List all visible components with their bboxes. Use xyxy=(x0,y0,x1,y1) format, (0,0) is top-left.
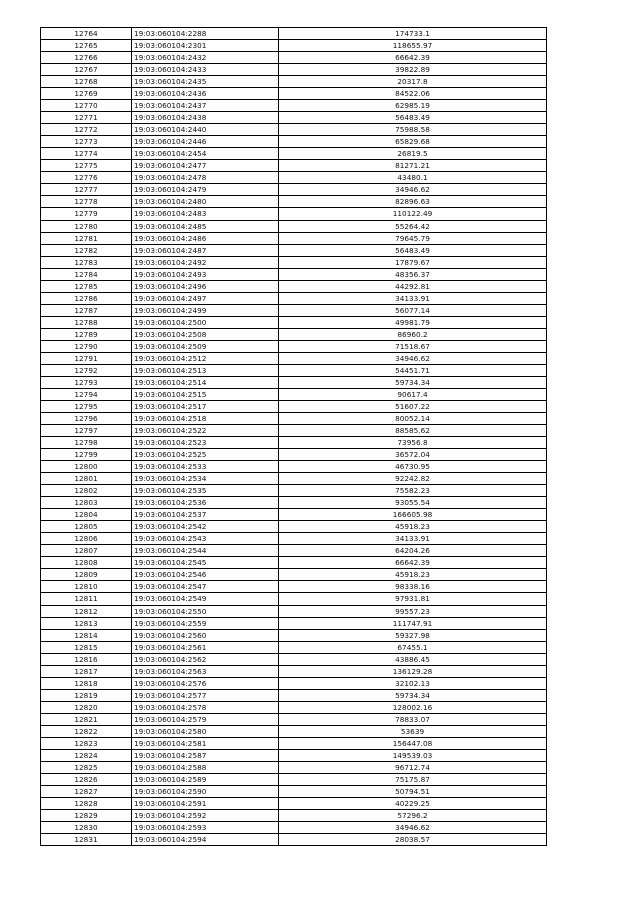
amount-cell: 45918.23 xyxy=(279,569,547,581)
cadastral-number-cell: 19:03:060104:2480 xyxy=(132,196,279,208)
row-number-cell: 12822 xyxy=(41,725,132,737)
amount-cell: 17879.67 xyxy=(279,256,547,268)
row-number-cell: 12768 xyxy=(41,76,132,88)
cadastral-number-cell: 19:03:060104:2487 xyxy=(132,244,279,256)
amount-cell: 128002.16 xyxy=(279,701,547,713)
cadastral-number-cell: 19:03:060104:2536 xyxy=(132,497,279,509)
cadastral-number-cell: 19:03:060104:2437 xyxy=(132,100,279,112)
amount-cell: 20317.8 xyxy=(279,76,547,88)
table-row xyxy=(41,545,547,557)
row-number-cell: 12825 xyxy=(41,761,132,773)
amount-cell: 34133.91 xyxy=(279,533,547,545)
table-row xyxy=(41,557,547,569)
cadastral-number-cell: 19:03:060104:2301 xyxy=(132,40,279,52)
cadastral-number-cell: 19:03:060104:2523 xyxy=(132,437,279,449)
amount-cell: 111747.91 xyxy=(279,617,547,629)
table-row xyxy=(41,677,547,689)
amount-cell: 56077.14 xyxy=(279,304,547,316)
row-number-cell: 12784 xyxy=(41,268,132,280)
row-number-cell: 12826 xyxy=(41,773,132,785)
amount-cell: 75988.58 xyxy=(279,124,547,136)
table-row xyxy=(41,256,547,268)
table-row xyxy=(41,533,547,545)
row-number-cell: 12783 xyxy=(41,256,132,268)
table-row xyxy=(41,653,547,665)
amount-cell: 80052.14 xyxy=(279,413,547,425)
cadastral-number-cell: 19:03:060104:2580 xyxy=(132,725,279,737)
table-row xyxy=(41,761,547,773)
row-number-cell: 12820 xyxy=(41,701,132,713)
row-number-cell: 12781 xyxy=(41,232,132,244)
cadastral-number-cell: 19:03:060104:2508 xyxy=(132,328,279,340)
cadastral-number-cell: 19:03:060104:2587 xyxy=(132,749,279,761)
row-number-cell: 12823 xyxy=(41,737,132,749)
amount-cell: 98338.16 xyxy=(279,581,547,593)
row-number-cell: 12777 xyxy=(41,184,132,196)
cadastral-number-cell: 19:03:060104:2436 xyxy=(132,88,279,100)
row-number-cell: 12789 xyxy=(41,328,132,340)
cadastral-number-cell: 19:03:060104:2544 xyxy=(132,545,279,557)
cadastral-number-cell: 19:03:060104:2499 xyxy=(132,304,279,316)
row-number-cell: 12811 xyxy=(41,593,132,605)
table-row xyxy=(41,376,547,388)
row-number-cell: 12770 xyxy=(41,100,132,112)
row-number-cell: 12772 xyxy=(41,124,132,136)
table-row xyxy=(41,641,547,653)
row-number-cell: 12800 xyxy=(41,461,132,473)
cadastral-number-cell: 19:03:060104:2522 xyxy=(132,425,279,437)
cadastral-number-cell: 19:03:060104:2550 xyxy=(132,605,279,617)
row-number-cell: 12801 xyxy=(41,473,132,485)
cadastral-number-cell: 19:03:060104:2546 xyxy=(132,569,279,581)
amount-cell: 55264.42 xyxy=(279,220,547,232)
amount-cell: 110122.49 xyxy=(279,208,547,220)
cadastral-number-cell: 19:03:060104:2547 xyxy=(132,581,279,593)
cadastral-number-cell: 19:03:060104:2433 xyxy=(132,64,279,76)
table-row xyxy=(41,413,547,425)
row-number-cell: 12824 xyxy=(41,749,132,761)
table-row xyxy=(41,425,547,437)
amount-cell: 86960.2 xyxy=(279,328,547,340)
table-row xyxy=(41,184,547,196)
amount-cell: 51607.22 xyxy=(279,400,547,412)
table-row xyxy=(41,617,547,629)
table-row xyxy=(41,810,547,822)
cadastral-number-cell: 19:03:060104:2486 xyxy=(132,232,279,244)
row-number-cell: 12797 xyxy=(41,425,132,437)
cadastral-number-cell: 19:03:060104:2478 xyxy=(132,172,279,184)
cadastral-number-cell: 19:03:060104:2590 xyxy=(132,785,279,797)
amount-cell: 49981.79 xyxy=(279,316,547,328)
table-row xyxy=(41,521,547,533)
row-number-cell: 12814 xyxy=(41,629,132,641)
amount-cell: 174733.1 xyxy=(279,28,547,40)
table-row xyxy=(41,749,547,761)
cadastral-number-cell: 19:03:060104:2562 xyxy=(132,653,279,665)
cadastral-number-cell: 19:03:060104:2497 xyxy=(132,292,279,304)
table-row xyxy=(41,220,547,232)
row-number-cell: 12821 xyxy=(41,713,132,725)
amount-cell: 59734.34 xyxy=(279,376,547,388)
table-row xyxy=(41,689,547,701)
table-row xyxy=(41,40,547,52)
table-row xyxy=(41,701,547,713)
amount-cell: 75582.23 xyxy=(279,485,547,497)
cadastral-number-cell: 19:03:060104:2514 xyxy=(132,376,279,388)
table-row xyxy=(41,244,547,256)
amount-cell: 32102.13 xyxy=(279,677,547,689)
cadastral-number-cell: 19:03:060104:2500 xyxy=(132,316,279,328)
row-number-cell: 12764 xyxy=(41,28,132,40)
row-number-cell: 12808 xyxy=(41,557,132,569)
row-number-cell: 12790 xyxy=(41,340,132,352)
amount-cell: 90617.4 xyxy=(279,388,547,400)
table-row xyxy=(41,136,547,148)
amount-cell: 40229.25 xyxy=(279,798,547,810)
table-row xyxy=(41,160,547,172)
row-number-cell: 12807 xyxy=(41,545,132,557)
cadastral-number-cell: 19:03:060104:2535 xyxy=(132,485,279,497)
amount-cell: 48356.37 xyxy=(279,268,547,280)
cadastral-number-cell: 19:03:060104:2563 xyxy=(132,665,279,677)
row-number-cell: 12791 xyxy=(41,352,132,364)
amount-cell: 53639 xyxy=(279,725,547,737)
cadastral-number-cell: 19:03:060104:2545 xyxy=(132,557,279,569)
amount-cell: 78833.07 xyxy=(279,713,547,725)
amount-cell: 65829.68 xyxy=(279,136,547,148)
row-number-cell: 12818 xyxy=(41,677,132,689)
cadastral-number-cell: 19:03:060104:2543 xyxy=(132,533,279,545)
cadastral-number-cell: 19:03:060104:2513 xyxy=(132,364,279,376)
amount-cell: 99557.23 xyxy=(279,605,547,617)
amount-cell: 81271.21 xyxy=(279,160,547,172)
table-row xyxy=(41,172,547,184)
row-number-cell: 12766 xyxy=(41,52,132,64)
cadastral-number-cell: 19:03:060104:2518 xyxy=(132,413,279,425)
table-row xyxy=(41,665,547,677)
cadastral-number-cell: 19:03:060104:2485 xyxy=(132,220,279,232)
amount-cell: 66642.39 xyxy=(279,557,547,569)
table-row xyxy=(41,64,547,76)
row-number-cell: 12828 xyxy=(41,798,132,810)
row-number-cell: 12765 xyxy=(41,40,132,52)
cadastral-number-cell: 19:03:060104:2479 xyxy=(132,184,279,196)
row-number-cell: 12815 xyxy=(41,641,132,653)
row-number-cell: 12802 xyxy=(41,485,132,497)
cadastral-number-cell: 19:03:060104:2512 xyxy=(132,352,279,364)
row-number-cell: 12794 xyxy=(41,388,132,400)
amount-cell: 34946.62 xyxy=(279,184,547,196)
amount-cell: 39822.89 xyxy=(279,64,547,76)
table-row xyxy=(41,725,547,737)
table-row xyxy=(41,268,547,280)
row-number-cell: 12776 xyxy=(41,172,132,184)
cadastral-number-cell: 19:03:060104:2483 xyxy=(132,208,279,220)
table-row xyxy=(41,52,547,64)
table-row xyxy=(41,400,547,412)
cadastral-number-cell: 19:03:060104:2533 xyxy=(132,461,279,473)
amount-cell: 57296.2 xyxy=(279,810,547,822)
table-row xyxy=(41,437,547,449)
row-number-cell: 12787 xyxy=(41,304,132,316)
cadastral-number-cell: 19:03:060104:2440 xyxy=(132,124,279,136)
table-row xyxy=(41,834,547,846)
table-row xyxy=(41,28,547,40)
table-row xyxy=(41,232,547,244)
row-number-cell: 12782 xyxy=(41,244,132,256)
cadastral-number-cell: 19:03:060104:2561 xyxy=(132,641,279,653)
row-number-cell: 12805 xyxy=(41,521,132,533)
table-row xyxy=(41,364,547,376)
row-number-cell: 12778 xyxy=(41,196,132,208)
amount-cell: 50794.51 xyxy=(279,785,547,797)
cadastral-number-cell: 19:03:060104:2593 xyxy=(132,822,279,834)
row-number-cell: 12773 xyxy=(41,136,132,148)
row-number-cell: 12803 xyxy=(41,497,132,509)
cadastral-number-cell: 19:03:060104:2493 xyxy=(132,268,279,280)
cadastral-number-cell: 19:03:060104:2559 xyxy=(132,617,279,629)
amount-cell: 59734.34 xyxy=(279,689,547,701)
amount-cell: 54451.71 xyxy=(279,364,547,376)
amount-cell: 97931.81 xyxy=(279,593,547,605)
cadastral-number-cell: 19:03:060104:2534 xyxy=(132,473,279,485)
cadastral-number-cell: 19:03:060104:2588 xyxy=(132,761,279,773)
row-number-cell: 12810 xyxy=(41,581,132,593)
row-number-cell: 12769 xyxy=(41,88,132,100)
amount-cell: 66642.39 xyxy=(279,52,547,64)
cadastral-number-cell: 19:03:060104:2525 xyxy=(132,449,279,461)
amount-cell: 46730.95 xyxy=(279,461,547,473)
amount-cell: 118655.97 xyxy=(279,40,547,52)
table-row xyxy=(41,76,547,88)
row-number-cell: 12812 xyxy=(41,605,132,617)
row-number-cell: 12798 xyxy=(41,437,132,449)
row-number-cell: 12788 xyxy=(41,316,132,328)
row-number-cell: 12793 xyxy=(41,376,132,388)
row-number-cell: 12780 xyxy=(41,220,132,232)
amount-cell: 82896.63 xyxy=(279,196,547,208)
amount-cell: 136129.28 xyxy=(279,665,547,677)
amount-cell: 62985.19 xyxy=(279,100,547,112)
row-number-cell: 12795 xyxy=(41,400,132,412)
cadastral-number-cell: 19:03:060104:2492 xyxy=(132,256,279,268)
table-row xyxy=(41,112,547,124)
row-number-cell: 12819 xyxy=(41,689,132,701)
amount-cell: 92242.82 xyxy=(279,473,547,485)
cadastral-number-cell: 19:03:060104:2591 xyxy=(132,798,279,810)
cadastral-number-cell: 19:03:060104:2537 xyxy=(132,509,279,521)
row-number-cell: 12796 xyxy=(41,413,132,425)
amount-cell: 34133.91 xyxy=(279,292,547,304)
table-row xyxy=(41,473,547,485)
cadastral-number-cell: 19:03:060104:2515 xyxy=(132,388,279,400)
amount-cell: 43886.45 xyxy=(279,653,547,665)
amount-cell: 84522.06 xyxy=(279,88,547,100)
row-number-cell: 12809 xyxy=(41,569,132,581)
cadastral-number-cell: 19:03:060104:2517 xyxy=(132,400,279,412)
amount-cell: 26819.5 xyxy=(279,148,547,160)
table-row xyxy=(41,581,547,593)
row-number-cell: 12775 xyxy=(41,160,132,172)
amount-cell: 166605.98 xyxy=(279,509,547,521)
table-row xyxy=(41,509,547,521)
cadastral-number-cell: 19:03:060104:2509 xyxy=(132,340,279,352)
table-row xyxy=(41,352,547,364)
table-body xyxy=(41,28,547,846)
amount-cell: 56483.49 xyxy=(279,112,547,124)
table-row xyxy=(41,292,547,304)
amount-cell: 34946.62 xyxy=(279,822,547,834)
table-row xyxy=(41,148,547,160)
data-table xyxy=(40,27,547,846)
table-row xyxy=(41,798,547,810)
row-number-cell: 12817 xyxy=(41,665,132,677)
cadastral-number-cell: 19:03:060104:2477 xyxy=(132,160,279,172)
amount-cell: 93055.54 xyxy=(279,497,547,509)
table-row xyxy=(41,388,547,400)
amount-cell: 43480.1 xyxy=(279,172,547,184)
table-row xyxy=(41,822,547,834)
table-row xyxy=(41,497,547,509)
cadastral-number-cell: 19:03:060104:2288 xyxy=(132,28,279,40)
cadastral-number-cell: 19:03:060104:2454 xyxy=(132,148,279,160)
cadastral-number-cell: 19:03:060104:2592 xyxy=(132,810,279,822)
row-number-cell: 12813 xyxy=(41,617,132,629)
amount-cell: 88585.62 xyxy=(279,425,547,437)
row-number-cell: 12831 xyxy=(41,834,132,846)
amount-cell: 28038.57 xyxy=(279,834,547,846)
table-row xyxy=(41,100,547,112)
table-row xyxy=(41,629,547,641)
row-number-cell: 12827 xyxy=(41,785,132,797)
cadastral-number-cell: 19:03:060104:2594 xyxy=(132,834,279,846)
table-row xyxy=(41,340,547,352)
table-row xyxy=(41,593,547,605)
amount-cell: 96712.74 xyxy=(279,761,547,773)
row-number-cell: 12786 xyxy=(41,292,132,304)
cadastral-number-cell: 19:03:060104:2589 xyxy=(132,773,279,785)
cadastral-number-cell: 19:03:060104:2578 xyxy=(132,701,279,713)
row-number-cell: 12829 xyxy=(41,810,132,822)
table-row xyxy=(41,280,547,292)
table-row xyxy=(41,316,547,328)
cadastral-number-cell: 19:03:060104:2581 xyxy=(132,737,279,749)
amount-cell: 56483.49 xyxy=(279,244,547,256)
amount-cell: 73956.8 xyxy=(279,437,547,449)
cadastral-number-cell: 19:03:060104:2496 xyxy=(132,280,279,292)
row-number-cell: 12767 xyxy=(41,64,132,76)
amount-cell: 67455.1 xyxy=(279,641,547,653)
cadastral-number-cell: 19:03:060104:2435 xyxy=(132,76,279,88)
amount-cell: 79645.79 xyxy=(279,232,547,244)
cadastral-number-cell: 19:03:060104:2438 xyxy=(132,112,279,124)
table-row xyxy=(41,605,547,617)
table-row xyxy=(41,737,547,749)
amount-cell: 34946.62 xyxy=(279,352,547,364)
amount-cell: 36572.04 xyxy=(279,449,547,461)
cadastral-number-cell: 19:03:060104:2432 xyxy=(132,52,279,64)
table-row xyxy=(41,449,547,461)
row-number-cell: 12804 xyxy=(41,509,132,521)
cadastral-number-cell: 19:03:060104:2549 xyxy=(132,593,279,605)
table-row xyxy=(41,569,547,581)
row-number-cell: 12830 xyxy=(41,822,132,834)
table-row xyxy=(41,713,547,725)
cadastral-number-cell: 19:03:060104:2579 xyxy=(132,713,279,725)
amount-cell: 59327.98 xyxy=(279,629,547,641)
table-row xyxy=(41,785,547,797)
amount-cell: 71518.67 xyxy=(279,340,547,352)
row-number-cell: 12816 xyxy=(41,653,132,665)
amount-cell: 64204.26 xyxy=(279,545,547,557)
cadastral-number-cell: 19:03:060104:2560 xyxy=(132,629,279,641)
row-number-cell: 12806 xyxy=(41,533,132,545)
table-row xyxy=(41,196,547,208)
table-row xyxy=(41,208,547,220)
table-row xyxy=(41,328,547,340)
table-row xyxy=(41,88,547,100)
cadastral-number-cell: 19:03:060104:2542 xyxy=(132,521,279,533)
amount-cell: 156447.08 xyxy=(279,737,547,749)
table-row xyxy=(41,461,547,473)
row-number-cell: 12774 xyxy=(41,148,132,160)
table-row xyxy=(41,773,547,785)
amount-cell: 149539.03 xyxy=(279,749,547,761)
amount-cell: 75175.87 xyxy=(279,773,547,785)
cadastral-number-cell: 19:03:060104:2576 xyxy=(132,677,279,689)
row-number-cell: 12771 xyxy=(41,112,132,124)
row-number-cell: 12799 xyxy=(41,449,132,461)
cadastral-number-cell: 19:03:060104:2446 xyxy=(132,136,279,148)
row-number-cell: 12785 xyxy=(41,280,132,292)
cadastral-number-cell: 19:03:060104:2577 xyxy=(132,689,279,701)
table-row xyxy=(41,304,547,316)
table-row xyxy=(41,485,547,497)
amount-cell: 45918.23 xyxy=(279,521,547,533)
amount-cell: 44292.81 xyxy=(279,280,547,292)
row-number-cell: 12779 xyxy=(41,208,132,220)
table-row xyxy=(41,124,547,136)
row-number-cell: 12792 xyxy=(41,364,132,376)
